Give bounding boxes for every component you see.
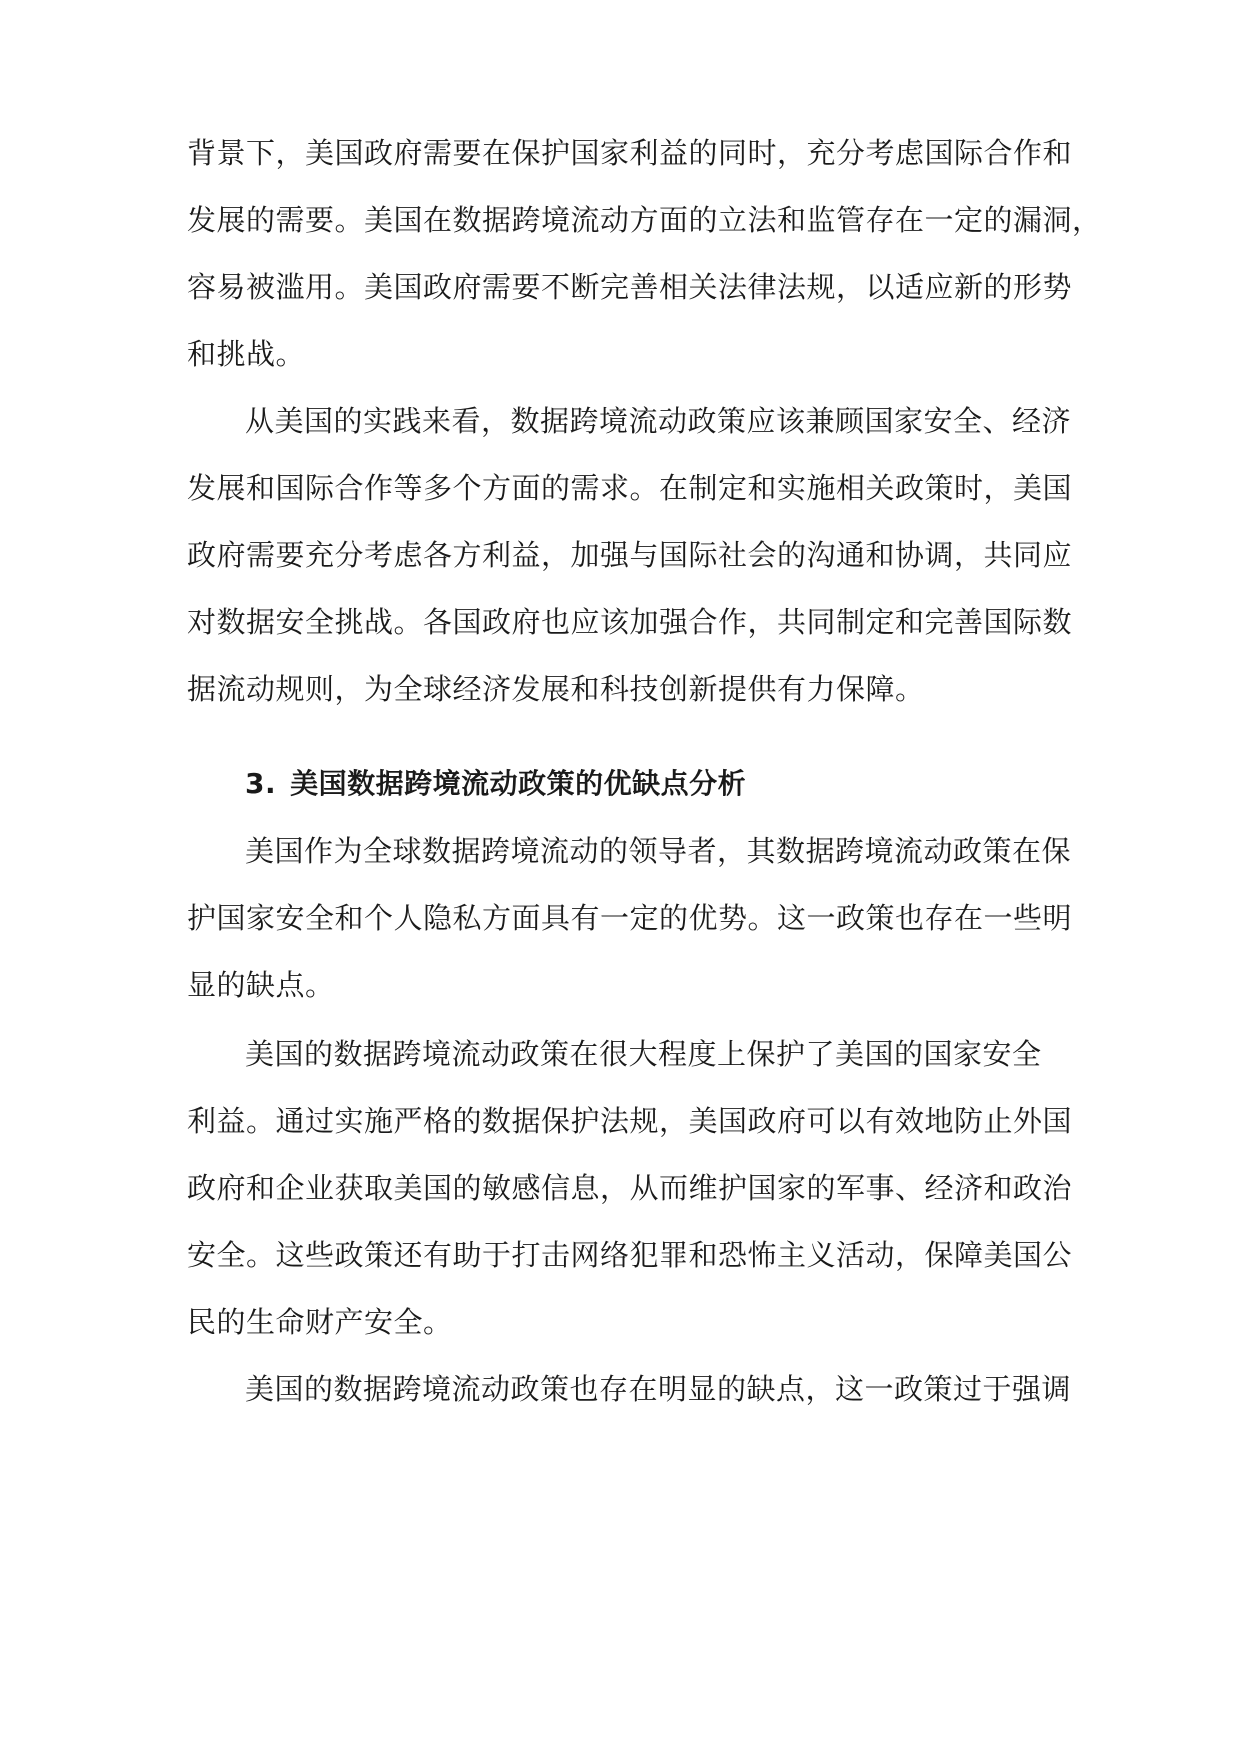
section-paragraph-1-line-1: 美国作为全球数据跨境流动的领导者，其数据跨境流动政策在保	[245, 834, 1072, 868]
section-paragraph-2-line-2: 利益。通过实施严格的数据保护法规，美国政府可以有效地防止外国	[187, 1104, 1073, 1138]
section-paragraph-2-line-3: 政府和企业获取美国的敏感信息，从而维护国家的军事、经济和政治	[187, 1171, 1073, 1205]
paragraph-2-line-3: 政府需要充分考虑各方利益，加强与国际社会的沟通和协调，共同应	[187, 538, 1073, 572]
section-paragraph-2-line-1: 美国的数据跨境流动政策在很大程度上保护了美国的国家安全	[245, 1037, 1042, 1071]
section-paragraph-2-line-4: 安全。这些政策还有助于打击网络犯罪和恐怖主义活动，保障美国公	[187, 1238, 1073, 1272]
paragraph-1-line-1: 背景下，美国政府需要在保护国家利益的同时，充分考虑国际合作和	[187, 136, 1073, 170]
section-paragraph-3-line-1: 美国的数据跨境流动政策也存在明显的缺点，这一政策过于强调	[245, 1372, 1072, 1406]
paragraph-2-line-5: 据流动规则，为全球经济发展和科技创新提供有力保障。	[187, 672, 925, 706]
section-heading	[245, 764, 746, 804]
section-paragraph-1-line-3: 显的缺点。	[187, 968, 335, 1002]
section-number: 3.	[245, 767, 277, 800]
paragraph-2-line-4: 对数据安全挑战。各国政府也应该加强合作，共同制定和完善国际数	[187, 605, 1073, 639]
paragraph-2-line-2: 发展和国际合作等多个方面的需求。在制定和实施相关政策时，美国	[187, 471, 1073, 505]
paragraph-2-line-1: 从美国的实践来看，数据跨境流动政策应该兼顾国家安全、经济	[245, 404, 1072, 438]
paragraph-1-line-4: 和挑战。	[187, 337, 306, 371]
section-paragraph-1-line-2: 护国家安全和个人隐私方面具有一定的优势。这一政策也存在一些明	[187, 901, 1073, 935]
paragraph-1-line-3: 容易被滥用。美国政府需要不断完善相关法律法规，以适应新的形势	[187, 270, 1073, 304]
section-paragraph-2-line-5: 民的生命财产安全。	[187, 1305, 453, 1339]
paragraph-1-line-2: 发展的需要。美国在数据跨境流动方面的立法和监管存在一定的漏洞，	[187, 203, 1102, 237]
section-title: 美国数据跨境流动政策的优缺点分析	[290, 767, 747, 800]
